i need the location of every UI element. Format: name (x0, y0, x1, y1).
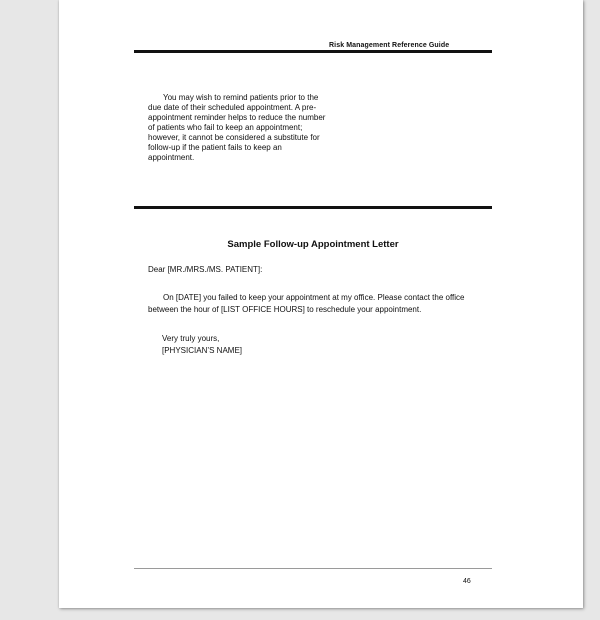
letter-signature: [PHYSICIAN’S NAME] (162, 346, 243, 355)
letter-title: Sample Follow-up Appointment Letter (227, 239, 399, 250)
section-divider (134, 206, 492, 209)
footer-rule (134, 568, 492, 569)
page-number: 46 (463, 578, 471, 585)
letter-salutation: Dear [MR./MRS./MS. PATIENT]: (148, 265, 263, 274)
letter-body: On [DATE] you failed to keep your appointment at my office. Please contact the office between the hour of [LIST OFFICE HOURS] to reschedule your appointment. (148, 293, 465, 314)
letter-closing: Very truly yours, (162, 334, 220, 343)
running-header: Risk Management Reference Guide (329, 42, 450, 49)
document-page (59, 0, 583, 608)
header-rule (134, 50, 492, 53)
reminder-paragraph: You may wish to remind patients prior to the due date of their scheduled appointment. A pre-appointment reminder helps to reduce the number of patients who fail to keep an appointment; however, it cannot be considered a substitute for follow-up if the patient fails to keep an appointment. (148, 93, 326, 162)
